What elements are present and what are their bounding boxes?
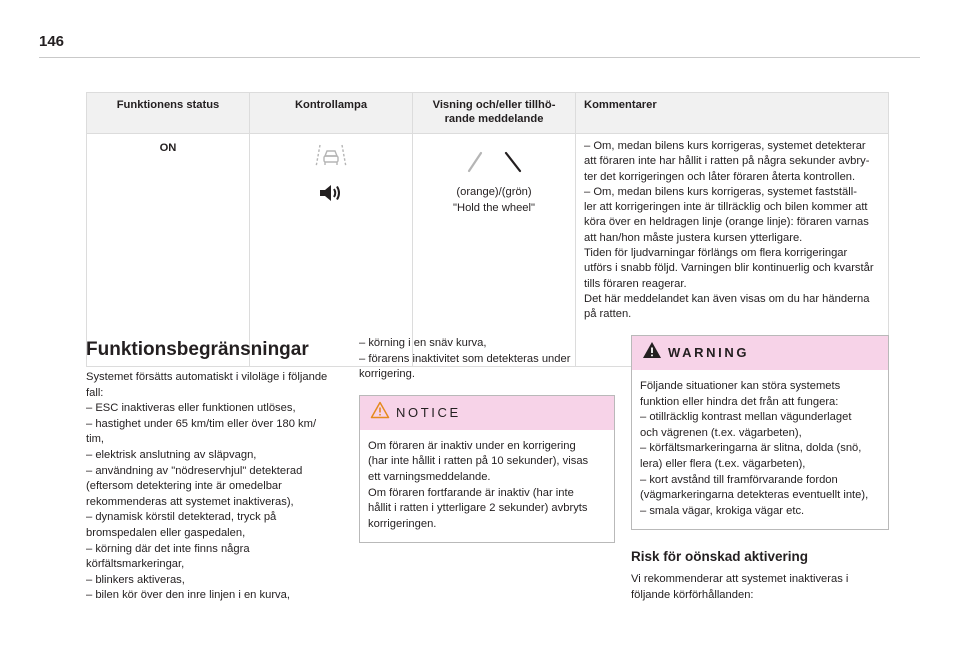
right-column xyxy=(631,335,889,603)
comment-line: tills föraren reagerar. xyxy=(584,277,687,290)
status-cell: ON xyxy=(87,134,250,367)
notice-line: Om föraren fortfarande är inaktiv (har inte xyxy=(368,486,574,499)
comment-line: Det här meddelandet kan även visas om du har händerna xyxy=(584,292,870,305)
lamp-cell xyxy=(250,134,413,367)
text-line: rekommenderas att systemet inaktiveras), xyxy=(86,495,294,508)
left-column xyxy=(86,338,348,604)
warning-line: Följande situationer kan störa systemets xyxy=(640,380,841,392)
header-display xyxy=(413,93,576,134)
warning-line: lera) eller flera (t.ex. vägarbeten), xyxy=(640,457,806,470)
header-status: Funktionens status xyxy=(87,93,250,134)
text-line: – dynamisk körstil detekterad, tryck på xyxy=(86,511,277,524)
text-line: – blinkers aktiveras, xyxy=(86,573,185,586)
notice-header xyxy=(360,396,614,430)
warning-line: – körfältsmarkeringarna är slitna, dolda (snö, xyxy=(640,442,862,455)
notice-triangle-icon xyxy=(370,401,390,425)
text-line: Vi rekommenderar att systemet inaktiveras i xyxy=(631,572,849,585)
comment-line: Tiden för ljudvarningar förlängs om flera korrigeringar xyxy=(584,247,848,260)
notice-line: ett varningsmeddelande. xyxy=(368,470,491,483)
text-line: – bilen kör över den inre linjen i en kurva, xyxy=(86,589,290,602)
notice-body xyxy=(360,430,614,543)
notice-line: Om föraren är inaktiv under en korrigering xyxy=(368,439,576,452)
notice-label: NOTICE xyxy=(396,404,461,420)
warning-line: – smala vägar, krokiga vägar etc. xyxy=(640,504,805,517)
comment-line: ter det korrigeringen och låter föraren återta kontrollen. xyxy=(584,170,856,183)
text-line: körfältsmarkeringar, xyxy=(86,558,185,571)
text-line: tim, xyxy=(86,433,105,446)
text-line: – hastighet under 65 km/tim eller över 180 km/ xyxy=(86,417,317,430)
header-lamp: Kontrollampa xyxy=(250,93,413,134)
table-row xyxy=(87,134,889,367)
warning-triangle-icon xyxy=(642,341,662,365)
subsection-heading: Risk för oönskad aktivering xyxy=(631,549,809,565)
text-line: korrigering. xyxy=(359,368,415,381)
warning-line: (vägmarkeringarna detekteras eventuellt inte), xyxy=(640,489,869,502)
comment-line: ler att korrigeringen inte är tillräcklig och bilen kommer att xyxy=(584,201,868,214)
text-line: fall: xyxy=(86,386,104,399)
notice-box xyxy=(359,395,615,544)
text-line: – körning i en snäv kurva, xyxy=(359,337,487,349)
warning-line: – otillräcklig kontrast mellan vägunderlaget xyxy=(640,411,852,424)
table-header-row xyxy=(87,93,889,134)
warning-body xyxy=(632,370,888,529)
middle-column xyxy=(359,336,615,543)
display-caption-colors: (orange)/(grön) xyxy=(456,186,532,199)
text-line: följande körförhållanden: xyxy=(631,588,754,601)
text-line: – körning där det inte finns några xyxy=(86,542,250,555)
speaker-sound-icon xyxy=(258,183,404,208)
comment-line: på ratten. xyxy=(584,308,632,321)
top-rule xyxy=(39,57,920,58)
text-line: – ESC inaktiveras eller funktionen utlöses, xyxy=(86,402,296,415)
text-line: Systemet försätts automatiskt i viloläge i följande xyxy=(86,371,328,383)
warning-line: – kort avstånd till framförvarande fordon xyxy=(640,473,838,486)
comment-line: utförs i snabb följd. Varningen blir kontinuerlig och kvarstår xyxy=(584,262,874,275)
page-number: 146 xyxy=(39,33,65,50)
section-heading: Funktionsbegränsningar xyxy=(86,339,309,360)
text-line: – elektrisk anslutning av släpvagn, xyxy=(86,448,257,461)
display-caption-message: "Hold the wheel" xyxy=(453,201,535,214)
warning-line: funktion eller hindra det från att fungera: xyxy=(640,395,839,408)
text-line: – förarens inaktivitet som detekteras under xyxy=(359,352,571,365)
notice-line: (har inte hållit i ratten på 10 sekunder), visas xyxy=(368,455,589,468)
text-line: – användning av "nödreservhjul" detekterad xyxy=(86,464,303,477)
comment-line: att föraren inte har hållit i ratten på några sekunder avbry- xyxy=(584,155,870,168)
function-status-table xyxy=(86,92,889,367)
text-line: bromspedalen eller gaspedalen, xyxy=(86,526,246,539)
warning-line: och vägrenen (t.ex. vägarbeten), xyxy=(640,426,802,439)
comment-line: – Om, medan bilens kurs korrigeras, systemet fastställ- xyxy=(584,185,857,198)
notice-line: hållit i ratten i ytterligare 2 sekunder) avbryts xyxy=(368,502,588,515)
header-comments: Kommentarer xyxy=(576,93,889,134)
notice-line: korrigeringen. xyxy=(368,517,437,530)
warning-label: WARNING xyxy=(668,345,750,361)
warning-header xyxy=(632,336,888,370)
lane-warning-lamp-icon xyxy=(258,143,404,174)
header-display-text: Visning och/eller tillhö- rande meddelande xyxy=(432,99,556,125)
text-line: (eftersom detektering inte är omedelbar xyxy=(86,480,282,493)
display-cell xyxy=(413,134,576,367)
comment-line: – Om, medan bilens kurs korrigeras, systemet detekterar xyxy=(584,140,866,152)
warning-box xyxy=(631,335,889,530)
comment-cell xyxy=(576,134,889,367)
comment-line: köra över en heldragen linje (orange linje): föraren varnas xyxy=(584,216,869,229)
comment-line: att han/hon måste justera kursen ytterligare. xyxy=(584,231,803,244)
lane-lines-icon xyxy=(421,149,567,178)
